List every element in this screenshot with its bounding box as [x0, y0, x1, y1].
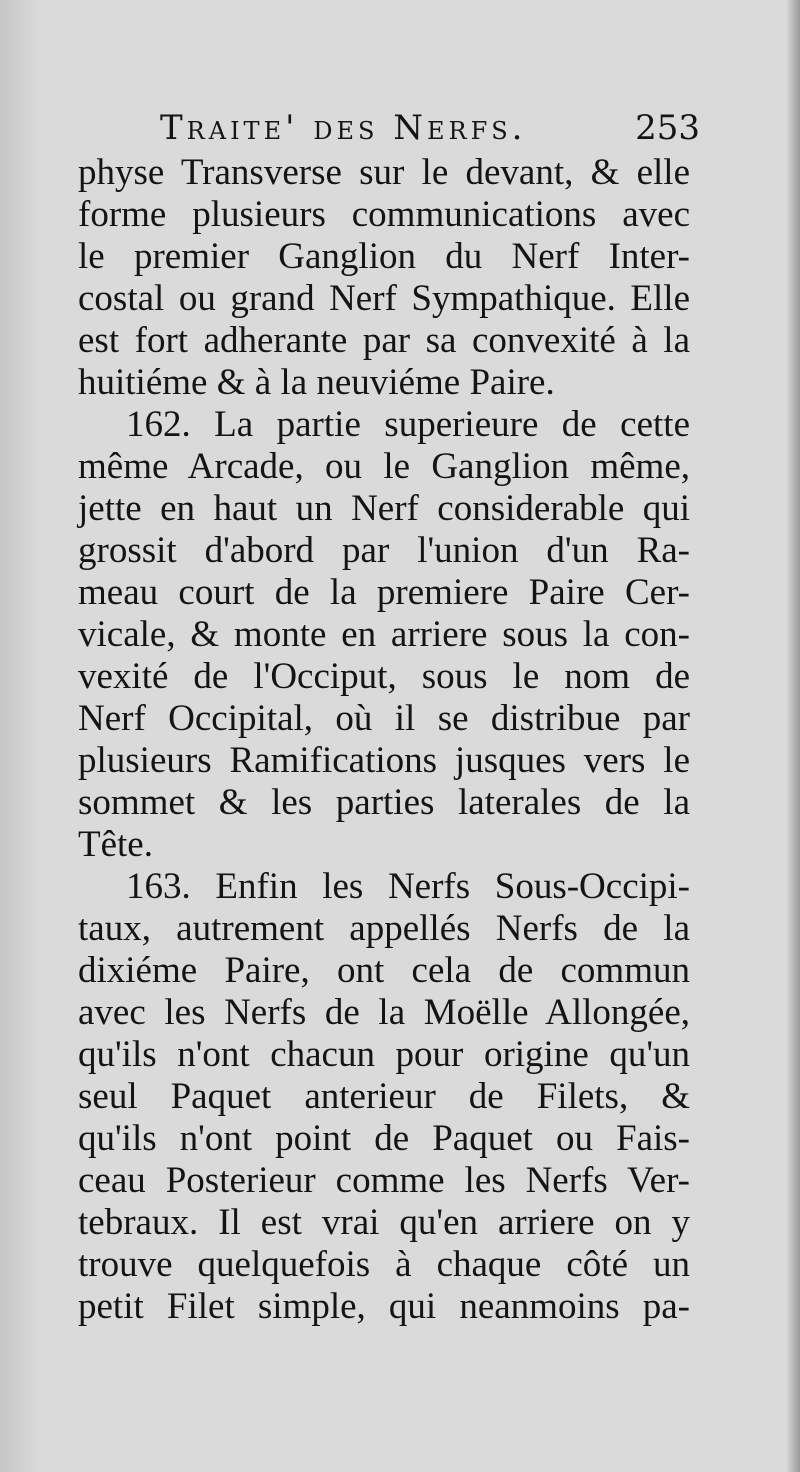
text-line: Nerf Occipital, où il se distribue par — [78, 698, 690, 739]
text-line: trouve quelquefois à chaque côté un — [78, 1244, 690, 1285]
text-line: plusieurs Ramifications jusques vers le — [78, 740, 690, 781]
text-line: même Arcade, ou le Ganglion même, — [78, 446, 690, 487]
text-line: qu'ils n'ont chacun pour origine qu'un — [78, 1034, 690, 1075]
text-line: le premier Ganglion du Nerf Inter- — [78, 236, 690, 277]
text-line: 162. La partie superieure de cette — [126, 404, 690, 445]
text-line: Tête. — [78, 824, 153, 865]
page-edge-shadow — [786, 0, 800, 1472]
text-line: jette en haut un Nerf considerable qui — [78, 488, 690, 529]
text-line: vexité de l'Occiput, sous le nom de — [78, 656, 690, 697]
text-line: vicale, & monte en arriere sous la con- — [78, 614, 690, 655]
text-line: meau court de la premiere Paire Cer- — [78, 572, 690, 613]
text-line: sommet & les parties laterales de la — [78, 782, 690, 823]
text-line: physe Transverse sur le devant, & elle — [78, 152, 690, 193]
body-text — [78, 152, 690, 1328]
text-line: qu'ils n'ont point de Paquet ou Fais- — [78, 1118, 690, 1159]
text-line: 163. Enfin les Nerfs Sous-Occipi- — [126, 866, 690, 907]
text-line: est fort adherante par sa convexité à la — [78, 320, 690, 361]
page-header — [160, 108, 700, 152]
text-line: avec les Nerfs de la Moëlle Allongée, — [78, 992, 690, 1033]
text-line: seul Paquet anterieur de Filets, & — [78, 1076, 690, 1117]
page-gutter-shadow — [0, 0, 40, 1472]
text-line: huitiéme & à la neuviéme Paire. — [78, 362, 555, 403]
text-line: grossit d'abord par l'union d'un Ra- — [78, 530, 690, 571]
text-line: dixiéme Paire, ont cela de commun — [78, 950, 690, 991]
text-line: taux, autrement appellés Nerfs de la — [78, 908, 690, 949]
page-number: 253 — [635, 108, 700, 148]
running-title: Traite' des Nerfs. — [160, 108, 527, 148]
text-line: costal ou grand Nerf Sympathique. Elle — [78, 278, 690, 319]
text-line: ceau Posterieur comme les Nerfs Ver- — [78, 1160, 690, 1201]
text-line: petit Filet simple, qui neanmoins pa- — [78, 1286, 690, 1327]
text-line: tebraux. Il est vrai qu'en arriere on y — [78, 1202, 690, 1243]
text-line: forme plusieurs communications avec — [78, 194, 690, 235]
